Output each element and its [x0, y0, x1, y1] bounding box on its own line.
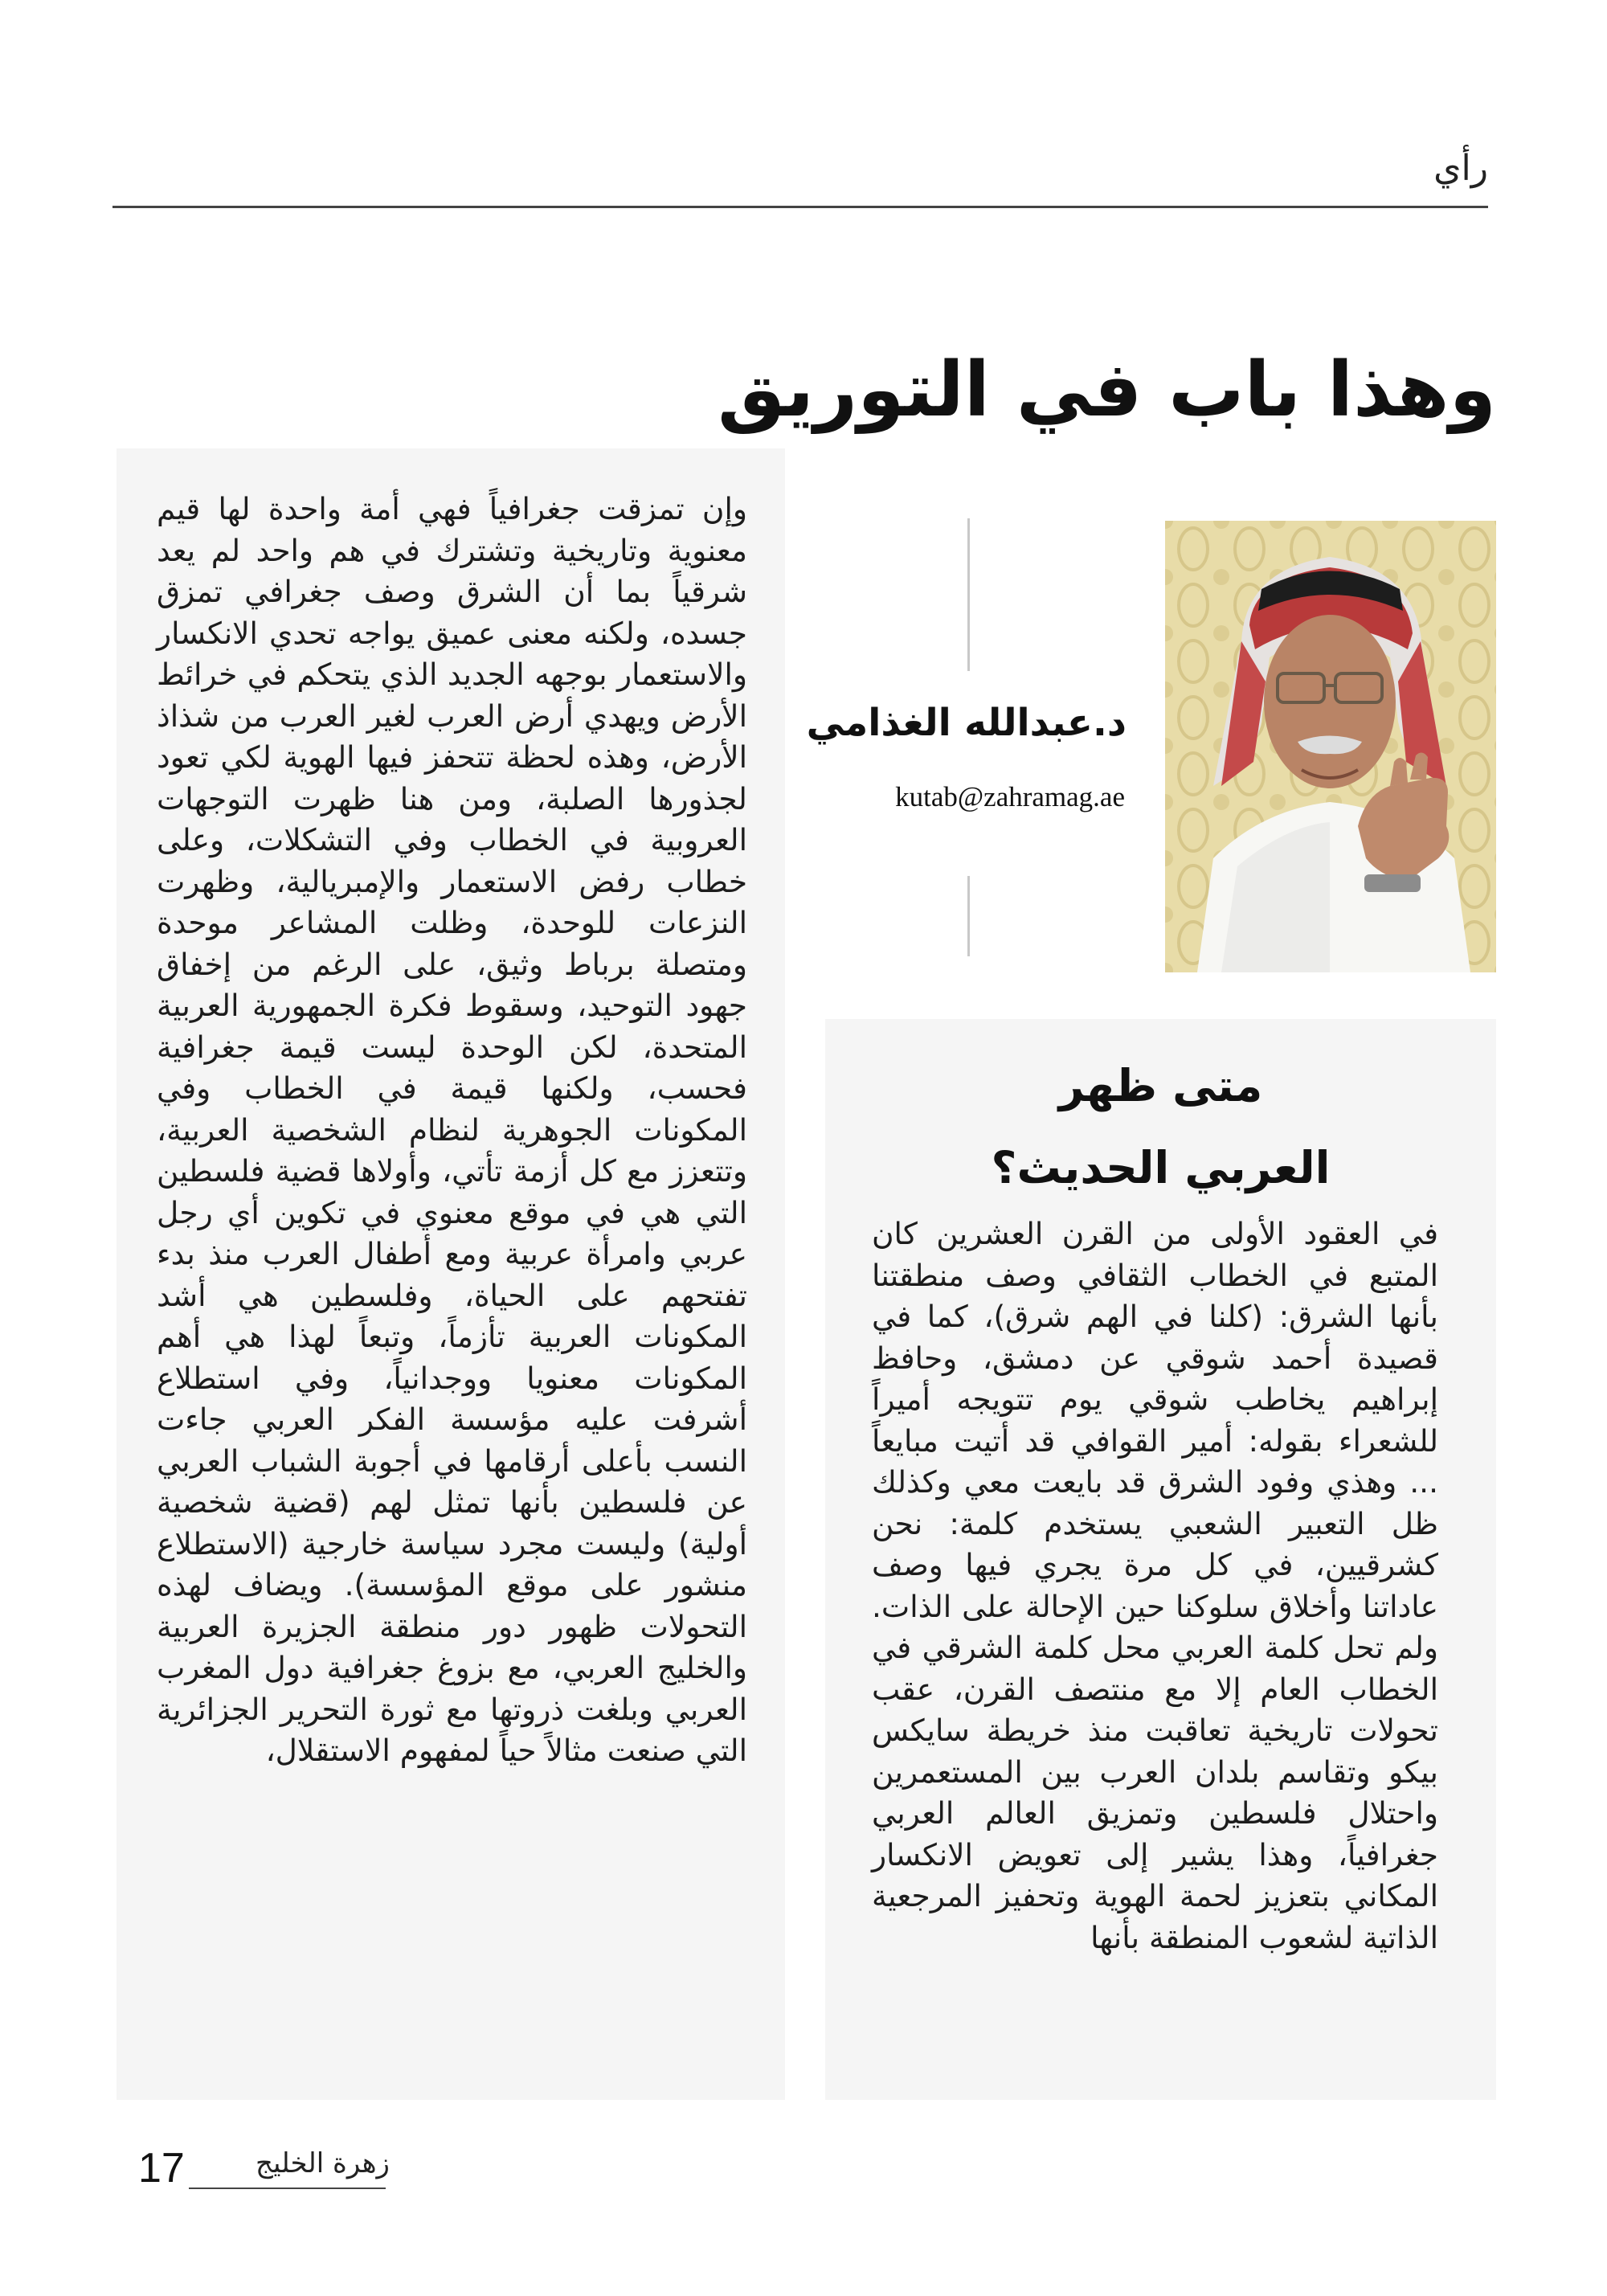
header-rule: [112, 206, 1488, 208]
author-photo: [1165, 521, 1496, 972]
author-name: د.عبدالله الغذامي: [806, 701, 1127, 745]
footer-rule: [189, 2188, 386, 2189]
magazine-name: زهرة الخليج: [256, 2147, 390, 2179]
author-email: kutab@zahramag.ae: [895, 781, 1125, 812]
subtitle-line-1: متى ظهر: [1058, 1060, 1263, 1111]
article-title: وهذا باب في التوريق: [718, 346, 1496, 434]
author-divider-bottom: [967, 876, 970, 956]
page-number: 17: [138, 2145, 185, 2192]
subtitle-line-2: العربي الحديث؟: [991, 1142, 1331, 1193]
author-divider-top: [967, 518, 970, 671]
article-body-left: وإن تمزقت جغرافياً فهي أمة واحدة لها قيم معنوية وتاريخية وتشترك في هم واحد لم يعد شرقياً بما أن الشرق وصف جغرافي تمزق جسده، ولكنه معنى عميق يواجه تحدي الانكسار والاستعمار بوجهه الجديد الذي يتحكم في خرائط الأرض ويهدي أرض العرب لغير العرب من شذاذ الأرض، وهذه لحظة تتحفز فيها الهوية لكي تعود لجذورها الصلبة، ومن هنا ظهرت التوجهات العروبية في الخطاب وفي التشكلات، وعلى خطاب رفض الاستعمار والإمبريالية، وظهرت النزعات للوحدة، وظلت المشاعر موحدة ومتصلة برباط وثيق، على الرغم من إخفاق جهود التوحيد، وسقوط فكرة الجمهورية العربية المتحدة، لكن الوحدة ليست قيمة جغرافية فحسب، ولكنها قيمة في الخطاب وفي المكونات الجوهرية لنظام الشخصية العربية، وتتعزز مع كل أزمة تأتي، وأولاها قضية فلسطين التي هي في موقع معنوي في تكوين أي رجل عربي وامرأة عربية ومع أطفال العرب منذ بدء تفتحهم على الحياة، وفلسطين هي أشد المكونات العربية تأزماً، وتبعاً لهذا هي أهم المكونات معنويا ووجدانياً، وفي استطلاع أشرفت عليه مؤسسة الفكر العربي جاءت النسب بأعلى أرقامها في أجوبة الشباب العربي عن فلسطين بأنها تمثل لهم (قضية شخصية أولية) وليست مجرد سياسة خارجية (الاستطلاع منشور على موقع المؤسسة). ويضاف لهذه التحولات ظهور دور منطقة الجزيرة العربية والخليج العربي، مع بزوغ جغرافية دول المغرب العربي وبلغت ذروتها مع ثورة التحرير الجزائرية التي صنعت مثالاً حياً لمفهوم الاستقلال،: [157, 491, 747, 1768]
section-label: رأي: [1433, 148, 1488, 189]
article-body-right: في العقود الأولى من القرن العشرين كان المتبع في الخطاب الثقافي وصف منطقتنا بأنها الشرق: (كلنا في الهم شرق)، كما في قصيدة أحمد شوقي عن دمشق، وحافظ إبراهيم يخاطب شوقي يوم تتويجه أميراً للشعراء بقوله: أمير القوافي قد أتيت مبايعاً ... وهذي وفود الشرق قد بايعت معي وكذلك ظل التعبير الشعبي يستخدم كلمة: نحن كشرقيين، في كل مرة يجري فيها وصف عاداتنا وأخلاق سلوكنا حين الإحالة على الذات. ولم تحل كلمة العربي محل كلمة الشرقي في الخطاب العام إلا مع منتصف القرن، عقب تحولات تاريخية تعاقبت منذ خريطة سايكس بيكو وتقاسم بلدان العرب بين المستعمرين واحتلال فلسطين وتمزيق العالم العربي جغرافياً، وهذا يشير إلى تعويض الانكسار المكاني بتعزيز لحمة الهوية وتحفيز المرجعية الذاتية لشعوب المنطقة بأنها: [872, 1216, 1438, 1955]
article-subtitle: [825, 1045, 1496, 1209]
